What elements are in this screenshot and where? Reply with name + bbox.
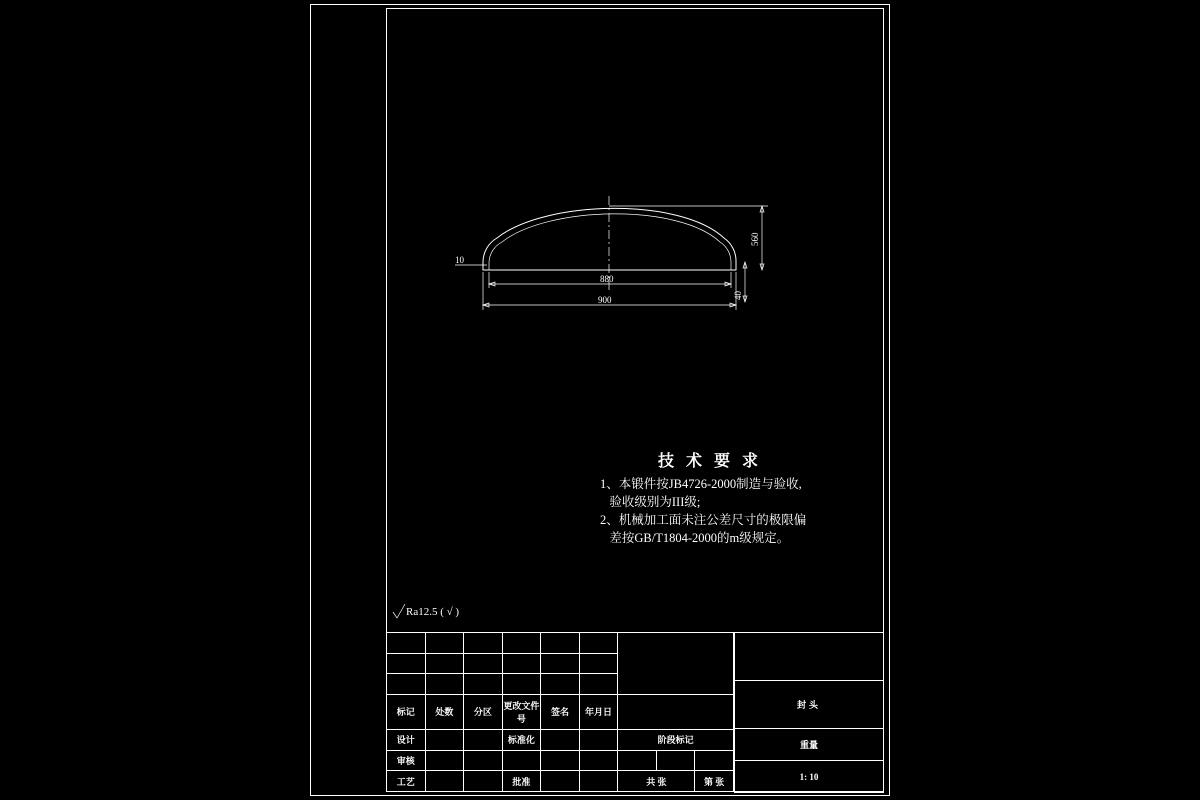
tb-blank-cell: [425, 750, 464, 771]
tb-header-count: 处数: [425, 695, 464, 730]
technical-requirements-item: 验收级别为III级;: [600, 495, 701, 509]
tb-stage-empty: [618, 633, 734, 695]
tb-blank-cell: [464, 771, 503, 792]
tb-blank-cell: [464, 729, 503, 750]
tb-blank-cell: [464, 633, 503, 654]
roughness-other: ( √ ): [440, 606, 460, 618]
tb-stage-header-empty: [618, 695, 734, 730]
tb-header-date: 年月日: [579, 695, 618, 730]
technical-requirements-heading: 技 术 要 求: [657, 453, 762, 470]
tb-blank-cell: [425, 729, 464, 750]
tb-blank-cell: [464, 750, 503, 771]
tb-name-top-empty: [735, 633, 884, 681]
tb-blank-cell: [541, 653, 580, 674]
tb-scale-value: 1: 10: [735, 761, 884, 793]
tb-row-mid-approve: 批准: [502, 771, 541, 792]
tb-stage-mark-label: 阶段标记: [618, 729, 734, 750]
tb-blank-cell: [502, 653, 541, 674]
dim-900-text: 900: [598, 295, 612, 305]
roughness-value: Ra12.5: [406, 606, 438, 618]
tb-blank-cell: [656, 750, 695, 771]
tb-blank-cell: [579, 771, 618, 792]
tb-sheet-total: 共 张: [618, 771, 695, 792]
tb-blank-cell: [618, 750, 657, 771]
head-outer-profile: [483, 208, 736, 270]
tb-blank-cell: [541, 750, 580, 771]
tb-blank-cell: [541, 633, 580, 654]
dim-880-text: 880: [600, 274, 614, 284]
tb-header-zone: 分区: [464, 695, 503, 730]
tb-blank-cell: [387, 653, 426, 674]
tb-header-docno: 更改文件号: [502, 695, 541, 730]
tb-blank-cell: [464, 653, 503, 674]
tb-blank-cell: [425, 653, 464, 674]
tb-blank-cell: [695, 750, 734, 771]
tb-blank-cell: [387, 674, 426, 695]
tb-header-mark: 标记: [387, 695, 426, 730]
technical-requirements-item: 1、本锻件按JB4726-2000制造与验收,: [600, 477, 802, 491]
tb-row-label-review: 审核: [387, 750, 426, 771]
tb-blank-cell: [502, 674, 541, 695]
surface-roughness-note: [392, 604, 459, 618]
tb-blank-cell: [541, 729, 580, 750]
tb-row-mid-standardization: 标准化: [502, 729, 541, 750]
tb-row-label-process: 工艺: [387, 771, 426, 792]
tb-blank-cell: [579, 729, 618, 750]
part-name: 封头: [735, 681, 884, 729]
tb-blank-cell: [541, 771, 580, 792]
tb-sheet-no: 第 张: [695, 771, 734, 792]
dim-40-text: 40: [733, 291, 743, 300]
tb-weight-label: 重量: [735, 729, 884, 761]
tb-blank-cell: [387, 633, 426, 654]
title-block-left: [386, 632, 734, 792]
dim-560-text: 560: [750, 232, 760, 246]
title-block-right: [734, 632, 884, 792]
tb-blank-cell: [425, 674, 464, 695]
tb-blank-cell: [579, 633, 618, 654]
tb-blank-cell: [425, 633, 464, 654]
tb-blank-cell: [464, 674, 503, 695]
tb-blank-cell: [541, 674, 580, 695]
tb-blank-cell: [579, 674, 618, 695]
tb-blank-cell: [425, 771, 464, 792]
roughness-symbol-icon: [392, 604, 406, 618]
technical-requirements-item: 2、机械加工面未注公差尺寸的极限偏: [600, 513, 807, 527]
tb-header-sign: 签名: [541, 695, 580, 730]
tb-blank-cell: [579, 750, 618, 771]
technical-requirements: [600, 448, 910, 547]
technical-requirements-item: 差按GB/T1804-2000的m级规定。: [600, 531, 790, 545]
tb-row-label-design: 设计: [387, 729, 426, 750]
tb-blank-cell: [579, 653, 618, 674]
dim-thickness-text: 10: [455, 255, 464, 265]
tb-blank-cell: [502, 633, 541, 654]
tb-row-mid-empty: [502, 750, 541, 771]
